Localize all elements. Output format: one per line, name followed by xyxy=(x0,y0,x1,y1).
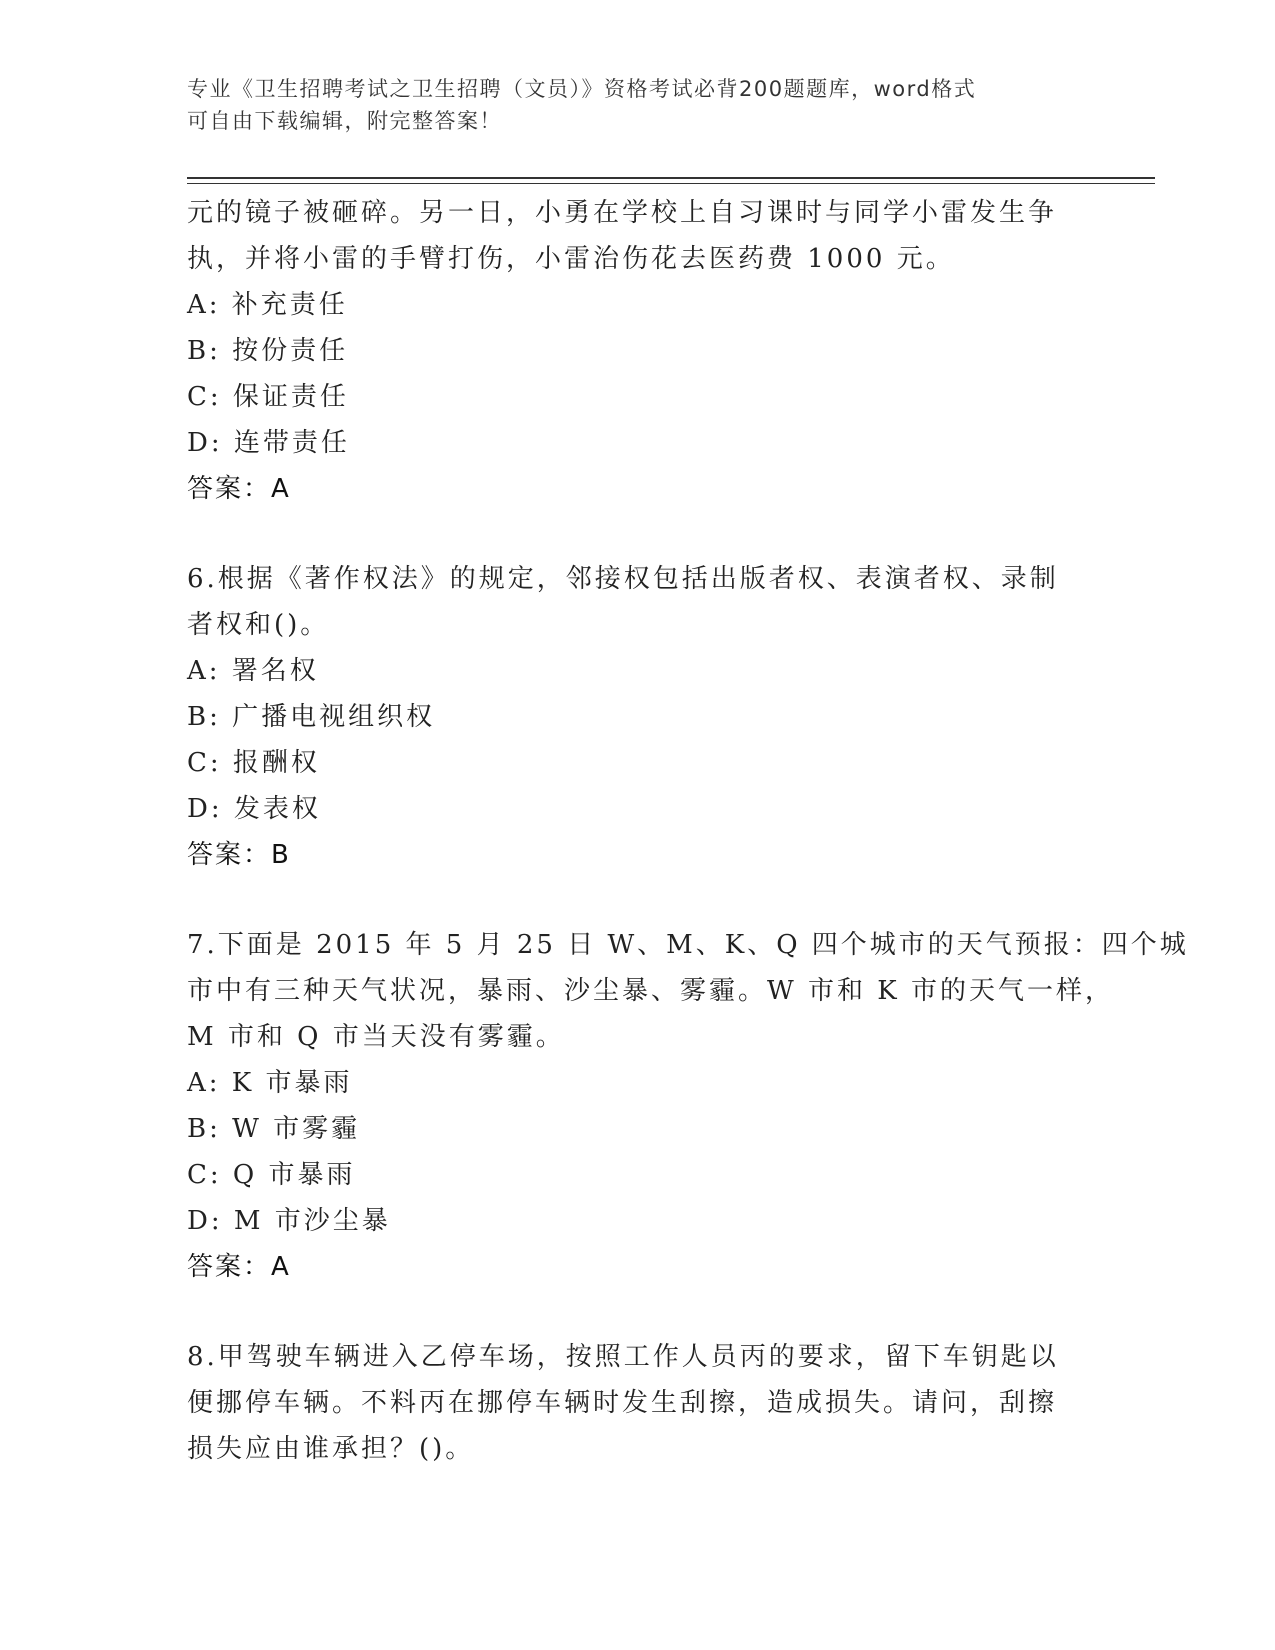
question-block xyxy=(187,556,1087,878)
question-text-line: 元的镜子被砸碎。另一日，小勇在学校上自习课时与同学小雷发生争 xyxy=(187,198,1058,228)
question-text-line: 6.根据《著作权法》的规定，邻接权包括出版者权、表演者权、录制 xyxy=(187,564,1059,594)
option-a: A: K 市暴雨 xyxy=(187,1068,353,1098)
option-d: D: M 市沙尘暴 xyxy=(187,1206,391,1236)
answer-line: 答案：A xyxy=(187,474,291,504)
option-a: A: 署名权 xyxy=(187,656,319,686)
spacer xyxy=(187,1290,1087,1334)
question-text-line: 市中有三种天气状况，暴雨、沙尘暴、雾霾。W 市和 K 市的天气一样， xyxy=(187,976,1114,1006)
option-b: B: 广播电视组织权 xyxy=(187,702,436,732)
document-body xyxy=(187,190,1189,1472)
question-block xyxy=(187,1334,1087,1472)
option-a: A: 补充责任 xyxy=(187,290,348,320)
option-d: D: 发表权 xyxy=(187,794,321,824)
header-rule xyxy=(187,177,1155,179)
option-c: C: Q 市暴雨 xyxy=(187,1160,356,1190)
page-header xyxy=(187,73,1067,137)
question-block xyxy=(187,190,1087,512)
question-text-line: 7.下面是 2015 年 5 月 25 日 W、M、K、Q 四个城市的天气预报：四个城 xyxy=(187,930,1189,960)
option-b: B: W 市雾霾 xyxy=(187,1114,361,1144)
option-b: B: 按份责任 xyxy=(187,336,349,366)
question-text-line: 便挪停车辆。不料丙在挪停车辆时发生刮擦，造成损失。请问，刮擦 xyxy=(187,1388,1058,1418)
option-c: C: 保证责任 xyxy=(187,382,349,412)
header-line-2: 可自由下载编辑，附完整答案！ xyxy=(187,109,502,133)
option-c: C: 报酬权 xyxy=(187,748,320,778)
answer-line: 答案：A xyxy=(187,1252,291,1282)
spacer xyxy=(187,512,1087,556)
answer-line: 答案：B xyxy=(187,840,291,870)
header-line-1: 专业《卫生招聘考试之卫生招聘（文员）》资格考试必背200题题库，word格式 xyxy=(187,77,977,101)
question-text-line: 8.甲驾驶车辆进入乙停车场，按照工作人员丙的要求，留下车钥匙以 xyxy=(187,1342,1059,1372)
header-rule-thin xyxy=(187,183,1155,184)
question-text-line: 者权和()。 xyxy=(187,610,330,640)
spacer xyxy=(187,878,1087,922)
question-text-line: 损失应由谁承担？()。 xyxy=(187,1434,475,1464)
question-text-line: 执，并将小雷的手臂打伤，小雷治伤花去医药费 1000 元。 xyxy=(187,244,955,274)
question-text-line: M 市和 Q 市当天没有雾霾。 xyxy=(187,1022,565,1052)
question-block xyxy=(187,922,1189,1290)
option-d: D: 连带责任 xyxy=(187,428,350,458)
